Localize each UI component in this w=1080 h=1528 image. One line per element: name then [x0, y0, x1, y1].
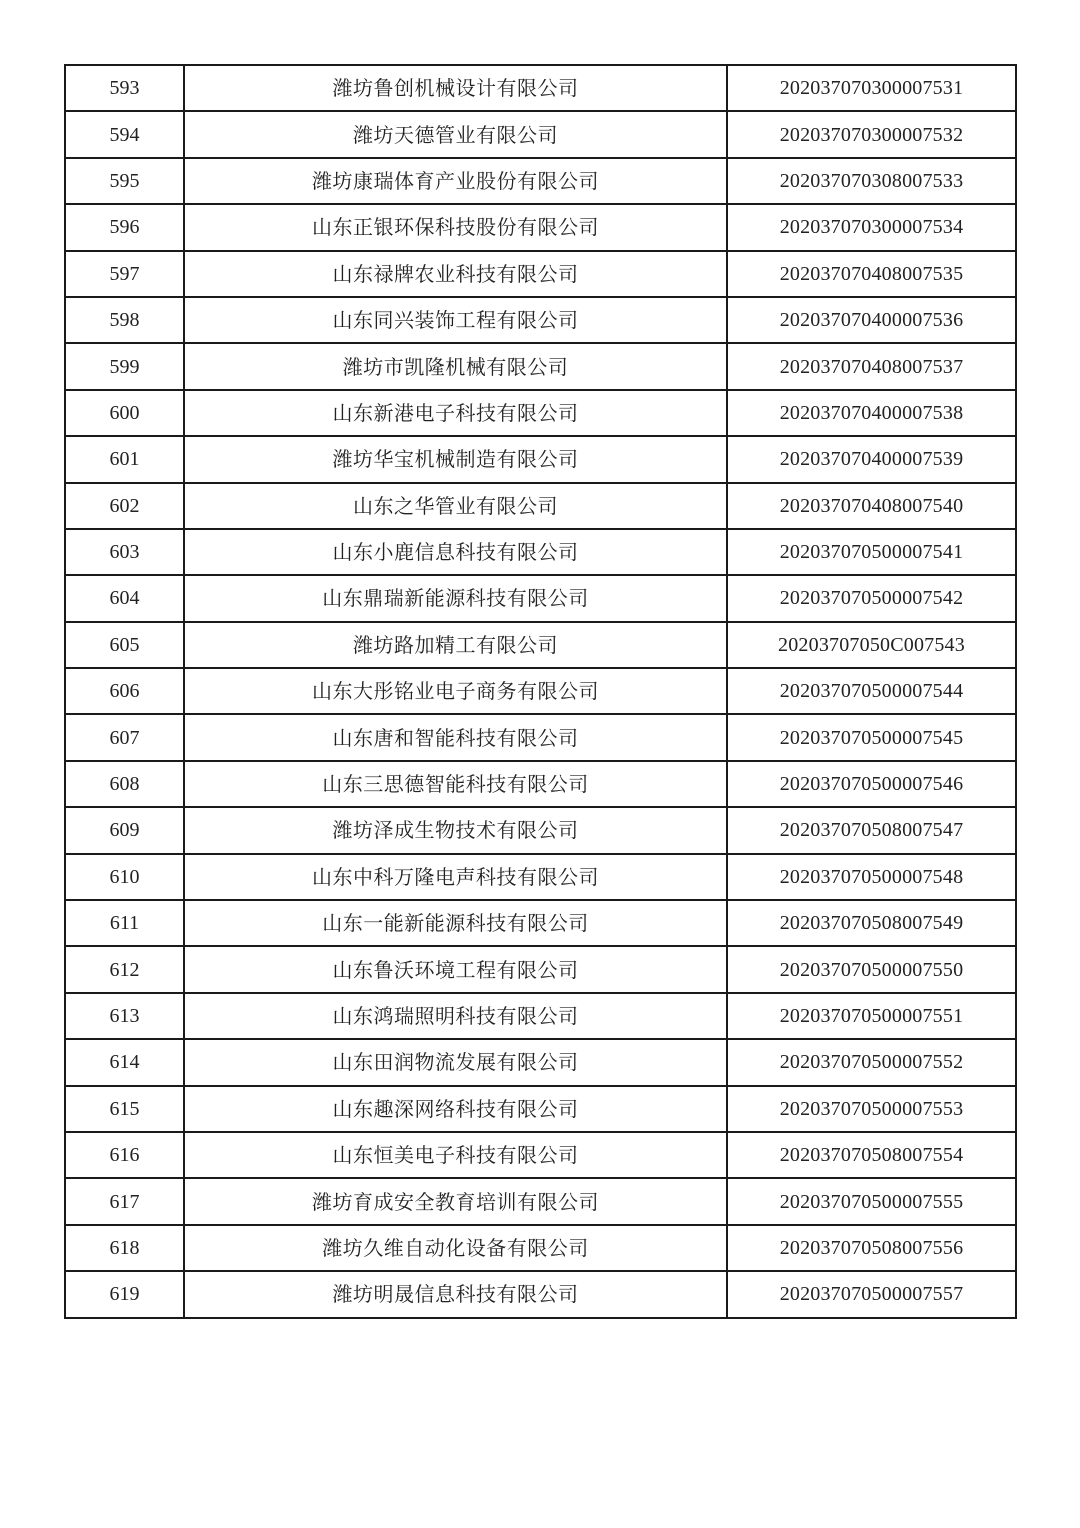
- company-name-cell: 山东大彤铭业电子商务有限公司: [184, 668, 727, 714]
- registration-code-cell: 202037070500007555: [727, 1178, 1016, 1224]
- table-row: [65, 622, 1016, 668]
- company-name-cell: 山东一能新能源科技有限公司: [184, 900, 727, 946]
- row-number-cell: 613: [65, 993, 184, 1039]
- registration-code-cell: 202037070400007539: [727, 436, 1016, 482]
- row-number-cell: 595: [65, 158, 184, 204]
- registration-code-cell: 202037070300007532: [727, 111, 1016, 157]
- table-row: [65, 65, 1016, 111]
- company-name-cell: 潍坊华宝机械制造有限公司: [184, 436, 727, 482]
- row-number-cell: 604: [65, 575, 184, 621]
- company-name-cell: 山东鸿瑞照明科技有限公司: [184, 993, 727, 1039]
- table-row: [65, 993, 1016, 1039]
- table-row: [65, 1132, 1016, 1178]
- registration-code-cell: 202037070500007544: [727, 668, 1016, 714]
- company-name-cell: 山东恒美电子科技有限公司: [184, 1132, 727, 1178]
- row-number-cell: 598: [65, 297, 184, 343]
- table-row: [65, 854, 1016, 900]
- row-number-cell: 618: [65, 1225, 184, 1271]
- company-name-cell: 山东新港电子科技有限公司: [184, 390, 727, 436]
- company-name-cell: 山东中科万隆电声科技有限公司: [184, 854, 727, 900]
- registration-code-cell: 202037070500007546: [727, 761, 1016, 807]
- company-name-cell: 山东禄牌农业科技有限公司: [184, 251, 727, 297]
- row-number-cell: 617: [65, 1178, 184, 1224]
- row-number-cell: 599: [65, 343, 184, 389]
- company-name-cell: 山东鼎瑞新能源科技有限公司: [184, 575, 727, 621]
- table-row: [65, 1225, 1016, 1271]
- registration-code-cell: 202037070300007534: [727, 204, 1016, 250]
- registration-code-cell: 202037070400007538: [727, 390, 1016, 436]
- row-number-cell: 611: [65, 900, 184, 946]
- registration-code-cell: 202037070500007548: [727, 854, 1016, 900]
- table-row: [65, 529, 1016, 575]
- registration-code-cell: 202037070500007551: [727, 993, 1016, 1039]
- company-name-cell: 山东唐和智能科技有限公司: [184, 714, 727, 760]
- row-number-cell: 601: [65, 436, 184, 482]
- registration-code-cell: 202037070500007557: [727, 1271, 1016, 1317]
- table-row: [65, 343, 1016, 389]
- row-number-cell: 615: [65, 1086, 184, 1132]
- row-number-cell: 608: [65, 761, 184, 807]
- registration-code-cell: 202037070500007542: [727, 575, 1016, 621]
- company-name-cell: 山东三思德智能科技有限公司: [184, 761, 727, 807]
- company-name-cell: 山东趣深网络科技有限公司: [184, 1086, 727, 1132]
- row-number-cell: 603: [65, 529, 184, 575]
- table-row: [65, 946, 1016, 992]
- row-number-cell: 597: [65, 251, 184, 297]
- row-number-cell: 605: [65, 622, 184, 668]
- registration-code-cell: 202037070500007550: [727, 946, 1016, 992]
- table-row: [65, 1086, 1016, 1132]
- registration-code-cell: 202037070508007549: [727, 900, 1016, 946]
- company-name-cell: 潍坊久维自动化设备有限公司: [184, 1225, 727, 1271]
- registration-code-cell: 202037070308007533: [727, 158, 1016, 204]
- company-name-cell: 潍坊市凯隆机械有限公司: [184, 343, 727, 389]
- company-name-cell: 山东同兴装饰工程有限公司: [184, 297, 727, 343]
- company-name-cell: 潍坊育成安全教育培训有限公司: [184, 1178, 727, 1224]
- table-row: [65, 390, 1016, 436]
- registration-code-cell: 202037070500007553: [727, 1086, 1016, 1132]
- table-row: [65, 111, 1016, 157]
- row-number-cell: 596: [65, 204, 184, 250]
- row-number-cell: 602: [65, 483, 184, 529]
- registration-code-cell: 202037070500007552: [727, 1039, 1016, 1085]
- row-number-cell: 610: [65, 854, 184, 900]
- row-number-cell: 594: [65, 111, 184, 157]
- row-number-cell: 606: [65, 668, 184, 714]
- company-registry-table: [64, 64, 1017, 1319]
- row-number-cell: 593: [65, 65, 184, 111]
- table-row: [65, 668, 1016, 714]
- row-number-cell: 612: [65, 946, 184, 992]
- registration-code-cell: 202037070400007536: [727, 297, 1016, 343]
- table-row: [65, 204, 1016, 250]
- row-number-cell: 600: [65, 390, 184, 436]
- company-name-cell: 潍坊泽成生物技术有限公司: [184, 807, 727, 853]
- registration-code-cell: 20203707050C007543: [727, 622, 1016, 668]
- registration-code-cell: 202037070408007540: [727, 483, 1016, 529]
- table-row: [65, 1178, 1016, 1224]
- row-number-cell: 614: [65, 1039, 184, 1085]
- company-name-cell: 潍坊鲁创机械设计有限公司: [184, 65, 727, 111]
- registration-code-cell: 202037070508007556: [727, 1225, 1016, 1271]
- company-name-cell: 山东之华管业有限公司: [184, 483, 727, 529]
- table-row: [65, 483, 1016, 529]
- company-name-cell: 潍坊路加精工有限公司: [184, 622, 727, 668]
- row-number-cell: 607: [65, 714, 184, 760]
- row-number-cell: 616: [65, 1132, 184, 1178]
- company-name-cell: 山东田润物流发展有限公司: [184, 1039, 727, 1085]
- company-name-cell: 潍坊明晟信息科技有限公司: [184, 1271, 727, 1317]
- company-name-cell: 潍坊天德管业有限公司: [184, 111, 727, 157]
- table-row: [65, 761, 1016, 807]
- registration-code-cell: 202037070300007531: [727, 65, 1016, 111]
- table-row: [65, 714, 1016, 760]
- table-row: [65, 575, 1016, 621]
- table-row: [65, 1271, 1016, 1317]
- company-name-cell: 潍坊康瑞体育产业股份有限公司: [184, 158, 727, 204]
- table-row: [65, 251, 1016, 297]
- table-row: [65, 297, 1016, 343]
- registration-code-cell: 202037070408007537: [727, 343, 1016, 389]
- row-number-cell: 619: [65, 1271, 184, 1317]
- company-name-cell: 山东小鹿信息科技有限公司: [184, 529, 727, 575]
- company-name-cell: 山东正银环保科技股份有限公司: [184, 204, 727, 250]
- company-name-cell: 山东鲁沃环境工程有限公司: [184, 946, 727, 992]
- table-row: [65, 158, 1016, 204]
- registration-code-cell: 202037070508007554: [727, 1132, 1016, 1178]
- registration-code-cell: 202037070508007547: [727, 807, 1016, 853]
- table-row: [65, 1039, 1016, 1085]
- registration-code-cell: 202037070500007541: [727, 529, 1016, 575]
- registration-code-cell: 202037070500007545: [727, 714, 1016, 760]
- registration-code-cell: 202037070408007535: [727, 251, 1016, 297]
- table-row: [65, 436, 1016, 482]
- table-row: [65, 807, 1016, 853]
- row-number-cell: 609: [65, 807, 184, 853]
- table-body: [65, 65, 1016, 1318]
- company-registry-table-wrapper: [64, 64, 1015, 1319]
- table-row: [65, 900, 1016, 946]
